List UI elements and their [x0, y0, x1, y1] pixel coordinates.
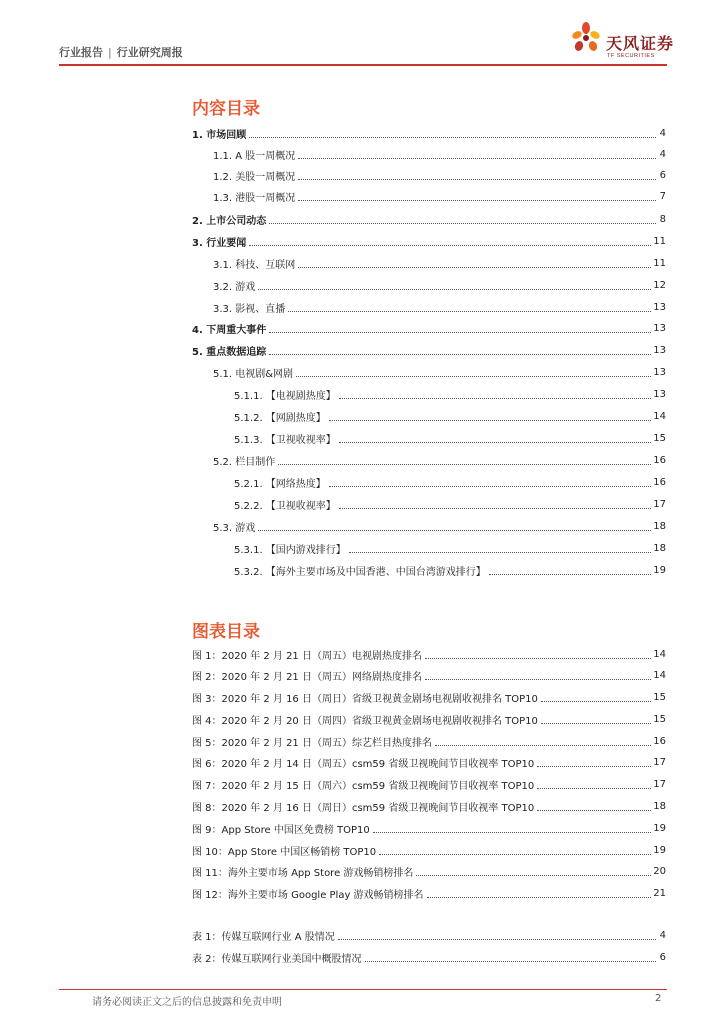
- brand-name: 天风证券: [606, 34, 675, 53]
- flower-logo-icon: [568, 20, 604, 60]
- toc-entry[interactable]: 5.1.2. 【网剧热度】 14: [234, 410, 666, 424]
- toc-entry[interactable]: 3.1. 科技、互联网 11: [213, 257, 666, 271]
- footer-disclaimer: 请务必阅读正文之后的信息披露和免责申明: [92, 997, 282, 1008]
- figure-entry[interactable]: 图 3：2020 年 2 月 16 日（周日）省级卫视黄金剧场电视剧收视排名 TOP10 15: [192, 691, 666, 705]
- figure-entry[interactable]: 图 2：2020 年 2 月 21 日（周五）网络剧热度排名 14: [192, 669, 666, 683]
- report-category-header: [59, 44, 183, 60]
- toc-entry[interactable]: 5. 重点数据追踪 13: [192, 344, 666, 358]
- figure-entry[interactable]: 图 6：2020 年 2 月 14 日（周五）csm59 省级卫视晚间节目收视率 TOP10 17: [192, 756, 666, 770]
- figure-entry[interactable]: 图 9：App Store 中国区免费榜 TOP10 19: [192, 822, 666, 836]
- brand-subtitle: TF SECURITIES: [607, 53, 655, 59]
- figure-entry[interactable]: 图 7：2020 年 2 月 15 日（周六）csm59 省级卫视晚间节目收视率 TOP10 17: [192, 778, 666, 792]
- report-category: 行业报告: [59, 46, 103, 59]
- brand-logo: [568, 20, 678, 66]
- toc-entry[interactable]: 4. 下周重大事件 13: [192, 322, 666, 336]
- page-number: 2: [655, 993, 662, 1004]
- figure-entry[interactable]: 图 12：海外主要市场 Google Play 游戏畅销榜排名 21: [192, 887, 666, 901]
- toc-entry[interactable]: 1.2. 美股一周概况 6: [213, 169, 666, 183]
- footer-divider: [59, 989, 667, 990]
- toc-title: 内容目录: [192, 99, 260, 119]
- toc-entry[interactable]: 1.3. 港股一周概况 7: [213, 190, 666, 204]
- toc-entry[interactable]: 5.2.2. 【卫视收视率】 17: [234, 498, 666, 512]
- figure-entry[interactable]: 图 11：海外主要市场 App Store 游戏畅销榜排名 20: [192, 865, 666, 879]
- toc-entry[interactable]: 5.3.2. 【海外主要市场及中国香港、中国台湾游戏排行】 19: [234, 564, 666, 578]
- table-entry[interactable]: 表 1：传媒互联网行业 A 股情况 4: [192, 929, 666, 943]
- toc-entry[interactable]: 5.1.1. 【电视剧热度】 13: [234, 388, 666, 402]
- figure-entry[interactable]: 图 1：2020 年 2 月 21 日（周五）电视剧热度排名 14: [192, 648, 666, 662]
- figures-title: 图表目录: [192, 622, 260, 642]
- toc-entry[interactable]: 5.1.3. 【卫视收视率】 15: [234, 432, 666, 446]
- toc-entry[interactable]: 5.3.1. 【国内游戏排行】 18: [234, 542, 666, 556]
- toc-entry[interactable]: 3. 行业要闻 11: [192, 235, 666, 249]
- figure-entry[interactable]: 图 5：2020 年 2 月 21 日（周五）综艺栏目热度排名 16: [192, 735, 666, 749]
- toc-entry[interactable]: 1. 市场回顾 4: [192, 127, 666, 141]
- header-divider: [59, 64, 667, 66]
- report-subcategory: 行业研究周报: [116, 46, 183, 59]
- header-separator: |: [108, 46, 112, 59]
- figure-entry[interactable]: 图 8：2020 年 2 月 16 日（周日）csm59 省级卫视晚间节目收视率 TOP10 18: [192, 800, 666, 814]
- toc-entry[interactable]: 5.2. 栏目制作 16: [213, 454, 666, 468]
- toc-entry[interactable]: 3.3. 影视、直播 13: [213, 301, 666, 315]
- toc-entry[interactable]: 3.2. 游戏 12: [213, 279, 666, 293]
- toc-entry[interactable]: 5.1. 电视剧&网剧 13: [213, 366, 666, 380]
- toc-entry[interactable]: 1.1. A 股一周概况 4: [213, 148, 666, 162]
- table-entry[interactable]: 表 2：传媒互联网行业美国中概股情况 6: [192, 951, 666, 965]
- figure-entry[interactable]: 图 4：2020 年 2 月 20 日（周四）省级卫视黄金剧场电视剧收视排名 TOP10 15: [192, 713, 666, 727]
- toc-entry[interactable]: 5.3. 游戏 18: [213, 520, 666, 534]
- figure-entry[interactable]: 图 10：App Store 中国区畅销榜 TOP10 19: [192, 844, 666, 858]
- toc-entry[interactable]: 2. 上市公司动态 8: [192, 213, 666, 227]
- toc-entry[interactable]: 5.2.1. 【网络热度】 16: [234, 476, 666, 490]
